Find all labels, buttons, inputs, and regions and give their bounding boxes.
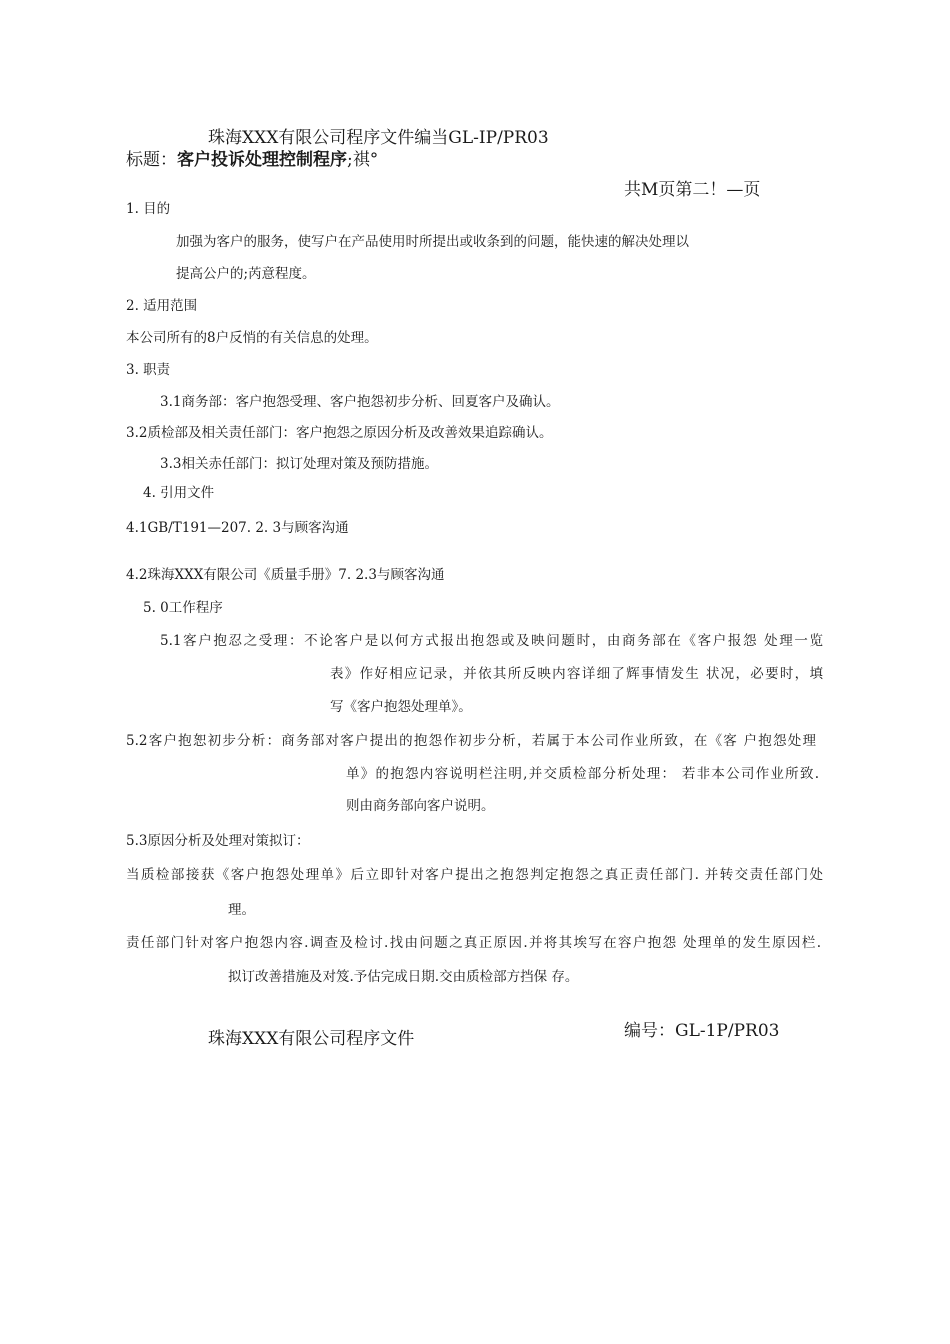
section-5-1-line-3: 写《客户抱怨处理单》。 <box>330 699 472 715</box>
section-5-heading: 5. 0工作程序 <box>143 600 223 616</box>
section-3-2: 3.2质检部及相关责任部门：客户抱怨之原因分析及改善效果追踪确认。 <box>126 425 553 441</box>
footer-company: 珠海XXX有限公司程序文件 <box>208 1029 415 1049</box>
section-3-heading: 3. 职责 <box>126 362 171 378</box>
section-5-3-para-2-line-2: 拟订改善措施及对笈.予估完成日期.交由质检部方挡保 存。 <box>228 969 579 985</box>
section-2-body: 本公司所有的8户反悄的有关信息的处理。 <box>126 330 378 346</box>
section-2-heading: 2. 适用范围 <box>126 298 198 314</box>
section-5-3-para-1-line-1: 当质检部接获《客户抱怨处理单》后立即针对客户提出之抱怨判定抱怨之真正责任部门. 并转交责任部门处 <box>126 867 823 883</box>
title-main: 客户投诉处理控制程序 <box>177 150 347 170</box>
section-5-3-heading: 5.3原因分析及处理对策拟订： <box>126 833 310 849</box>
section-5-2-line-1: 5.2客户抱恕初步分析：商务部对客户提出的抱怨作初步分析，若属于本公司作业所致，在《客 户抱怨处理 <box>126 733 816 749</box>
section-5-3-para-1-line-2: 理。 <box>228 902 255 918</box>
section-5-1-line-2: 表》作好相应记录，并依其所反映内容详细了辉事情发生 状况，必要时，填 <box>330 666 823 682</box>
title-prefix: 标题： <box>126 150 177 170</box>
title-suffix: ;祺° <box>347 150 379 170</box>
section-5-3-para-2-line-1: 责任部门针对客户抱怨内容.调查及检讨.找由问题之真正原因.并将其埃写在容户抱怨 处理单的发生原因栏. <box>126 935 821 951</box>
section-1-heading: 1. 目的 <box>126 201 171 217</box>
section-4-2: 4.2珠海XXX有限公司《质量手册》7. 2.3与顾客沟通 <box>126 567 445 583</box>
section-1-body-line-1: 加强为客户的服务，使写户在产品使用时所提出或收条到的问题，能快速的解决处理以 <box>176 234 689 250</box>
section-3-1: 3.1商务部：客户抱怨受理、客户抱怨初步分析、回夏客户及确认。 <box>160 394 560 410</box>
section-4-heading: 4. 引用文件 <box>143 485 215 501</box>
page-info: 共M页第二！—页 <box>624 180 761 200</box>
section-3-3: 3.3相关赤任部门：拟订处理对策及预防措施。 <box>160 456 438 472</box>
footer-doc-number: 编号：GL-1P/PR03 <box>624 1021 780 1041</box>
section-5-1-line-1: 5.1客户抱忍之受理：不论客户是以何方式报出抱怨或及映问题时，由商务部在《客户报怨 处理一览 <box>160 633 823 649</box>
section-4-1: 4.1GB/T191—207. 2. 3与顾客沟通 <box>126 520 349 536</box>
section-5-2-line-3: 则由商务部向客户说明。 <box>346 798 495 814</box>
section-1-body-line-2: 提高公户的;芮意程度。 <box>176 266 316 282</box>
document-title <box>126 149 378 171</box>
company-header-line: 珠海XXX有限公司程序文件编当GL-IP/PR03 <box>208 128 549 148</box>
section-5-2-line-2: 单》的抱怨内容说明栏注明,并交质检部分析处理： 若非本公司作业所致. <box>346 766 819 782</box>
